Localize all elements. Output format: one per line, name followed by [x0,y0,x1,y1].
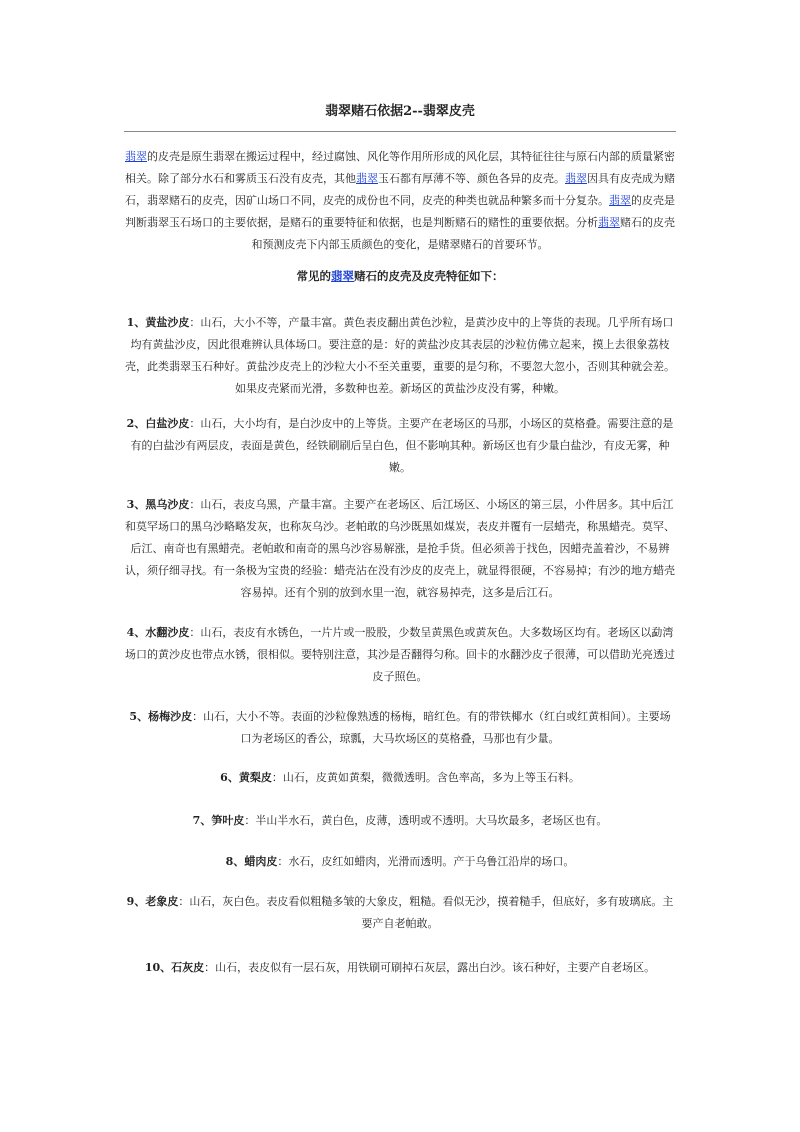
feicui-link[interactable]: 翡翠 [598,216,620,229]
skin-item-2 [125,413,675,479]
skin-item-term: 蜡肉皮 [244,855,278,868]
skin-item-number: 2、 [126,417,146,430]
skin-item-term: 笋叶皮 [211,814,245,827]
intro-paragraph [125,146,675,256]
feicui-link[interactable]: 翡翠 [565,172,587,185]
intro-text: 玉石都有厚薄不等、颜色各异的皮壳。 [378,172,565,185]
skin-item-text: ：山石，大小均有，是白沙皮中的上等货。主要产在老场区的马那，小场区的莫格叠。需要注意的是有的白盐沙有两层皮，表面是黄色，经铁刷刷后呈白色，但不影响其种。新场区也有少量白盐沙，有皮无雾，种嫩。 [130,417,674,474]
page-title: 翡翠赌石依据2--翡翠皮壳 [325,104,475,119]
skin-item-5 [125,706,675,750]
skin-item-term: 白盐沙皮 [145,417,190,430]
skin-item-term: 杨梅沙皮 [148,710,193,723]
section-heading [0,268,800,284]
skin-item-10 [125,957,675,979]
skin-item-text: ：水石，皮红如蜡肉，光滑而透明。产于乌鲁江沿岸的场口。 [277,855,575,868]
skin-item-8 [125,851,675,873]
feicui-link[interactable]: 翡翠 [125,150,147,163]
skin-item-term: 水翻沙皮 [145,626,190,639]
skin-item-text: ：山石，表皮有水锈色，一片片或一股股，少数呈黄黑色或黄灰色。大多数场区均有。老场区以勐湾场口的黄沙皮也带点水锈，很相似。要特别注意，其沙是否翻得匀称。回卡的水翻沙皮子很薄，可以借助光亮透过皮子照色。 [125,626,675,683]
skin-item-number: 5、 [129,710,149,723]
skin-item-number: 7、 [192,814,212,827]
skin-item-text: ：山石，大小不等。表面的沙粒像熟透的杨梅，暗红色。有的带铁椰水（红白或红黄相间）。主要场口为老场区的香公，琼瓢，大马坎场区的莫格叠，马那也有少量。 [192,710,671,745]
skin-item-7 [125,810,675,832]
intro-text: 的皮壳是判断翡翠玉石场口的主要依据，是赌石的重要特征和依据，也是判断赌石的赌性的重要依据。分析 [125,194,675,229]
skin-item-term: 黄梨皮 [238,771,272,784]
skin-item-4 [125,622,675,688]
skin-item-3 [125,494,675,604]
intro-text: 赌石的皮壳和预测皮壳下内部玉质颜色的变化，是赌翠赌石的首要环节。 [251,216,675,251]
skin-item-term: 黑乌沙皮 [145,498,190,511]
feicui-link[interactable]: 翡翠 [331,269,354,283]
skin-item-1 [125,312,675,400]
skin-item-number: 9、 [126,895,146,908]
section-heading-text: 赌石的皮壳及皮壳特征如下： [354,269,504,283]
intro-text: 因具有皮壳成为赌石，翡翠赌石的皮壳，因矿山场口不同，皮壳的成份也不同，皮壳的种类也就品种繁多而十分复杂。 [125,172,675,207]
feicui-link[interactable]: 翡翠 [609,194,631,207]
skin-item-text: ：山石，灰白色。表皮看似粗糙多皱的大象皮，粗糙。看似无沙，摸着糙手，但底好，多有玻璃底。主要产自老帕敢。 [178,895,674,930]
skin-item-term: 黄盐沙皮 [145,316,190,329]
skin-item-number: 6、 [220,771,239,784]
skin-item-text: ：半山半水石，黄白色，皮薄，透明或不透明。大马坎最多，老场区也有。 [244,814,608,827]
feicui-link[interactable]: 翡翠 [356,172,378,185]
skin-item-term: 石灰皮 [171,961,205,974]
skin-item-term: 老象皮 [145,895,179,908]
skin-item-text: ：山石，大小不等，产量丰富。黄色表皮翻出黄色沙粒，是黄沙皮中的上等货的表现。几乎所有场口均有黄盐沙皮，因此很难辨认具体场口。要注意的是：好的黄盐沙皮其表层的沙粒仿佛立起来，摸上去很象荔枝壳，此类翡翠玉石种好。黄盐沙皮壳上的沙粒大小不至关重要，重要的是匀称，不要忽大忽小，否则其种就会差。如果皮壳紧而光滑，多数种也差。新场区的黄盐沙皮没有雾，种嫩。 [125,316,675,395]
intro-text: 的皮壳是原生翡翠在搬运过程中，经过腐蚀、风化等作用所形成的风化层，其特征往往与原石内部的质量紧密相关。除了部分水石和雾质玉石没有皮壳，其他 [125,150,675,185]
skin-item-text: ：山石，表皮乌黑，产量丰富。主要产在老场区、后江场区、小场区的第三层，小件居多。其中后江和莫罕场口的黑乌沙略略发灰，也称灰乌沙。老帕敢的乌沙既黑如煤炭，表皮并覆有一层蜡壳，称黑蜡壳。莫罕、后江、南奇也有黑蜡壳。老帕敢和南奇的黑乌沙容易解涨，是抢手货。但必须善于找色，因蜡壳盖着沙，不易辨认，须仔细寻找。有一条极为宝贵的经验：蜡壳沾在没有沙皮的皮壳上，就显得很硬，不容易掉；有沙的地方蜡壳容易掉。还有个别的放到水里一泡，就容易掉壳，这多是后江石。 [125,498,675,599]
skin-item-number: 3、 [126,498,146,511]
skin-item-number: 10、 [144,961,172,974]
section-heading-text: 常见的 [296,269,331,283]
skin-item-text: ：山石，表皮似有一层石灰，用铁刷可刷掉石灰层，露出白沙。该石种好，主要产自老场区。 [204,961,656,974]
skin-item-number: 1、 [126,316,146,329]
skin-item-9 [125,891,675,935]
skin-item-number: 8、 [225,855,245,868]
skin-item-6 [125,767,675,789]
title-divider [124,131,676,132]
skin-item-text: ：山石，皮黄如黄梨，微微透明。含色率高，多为上等玉石料。 [271,771,580,784]
skin-item-number: 4、 [126,626,146,639]
